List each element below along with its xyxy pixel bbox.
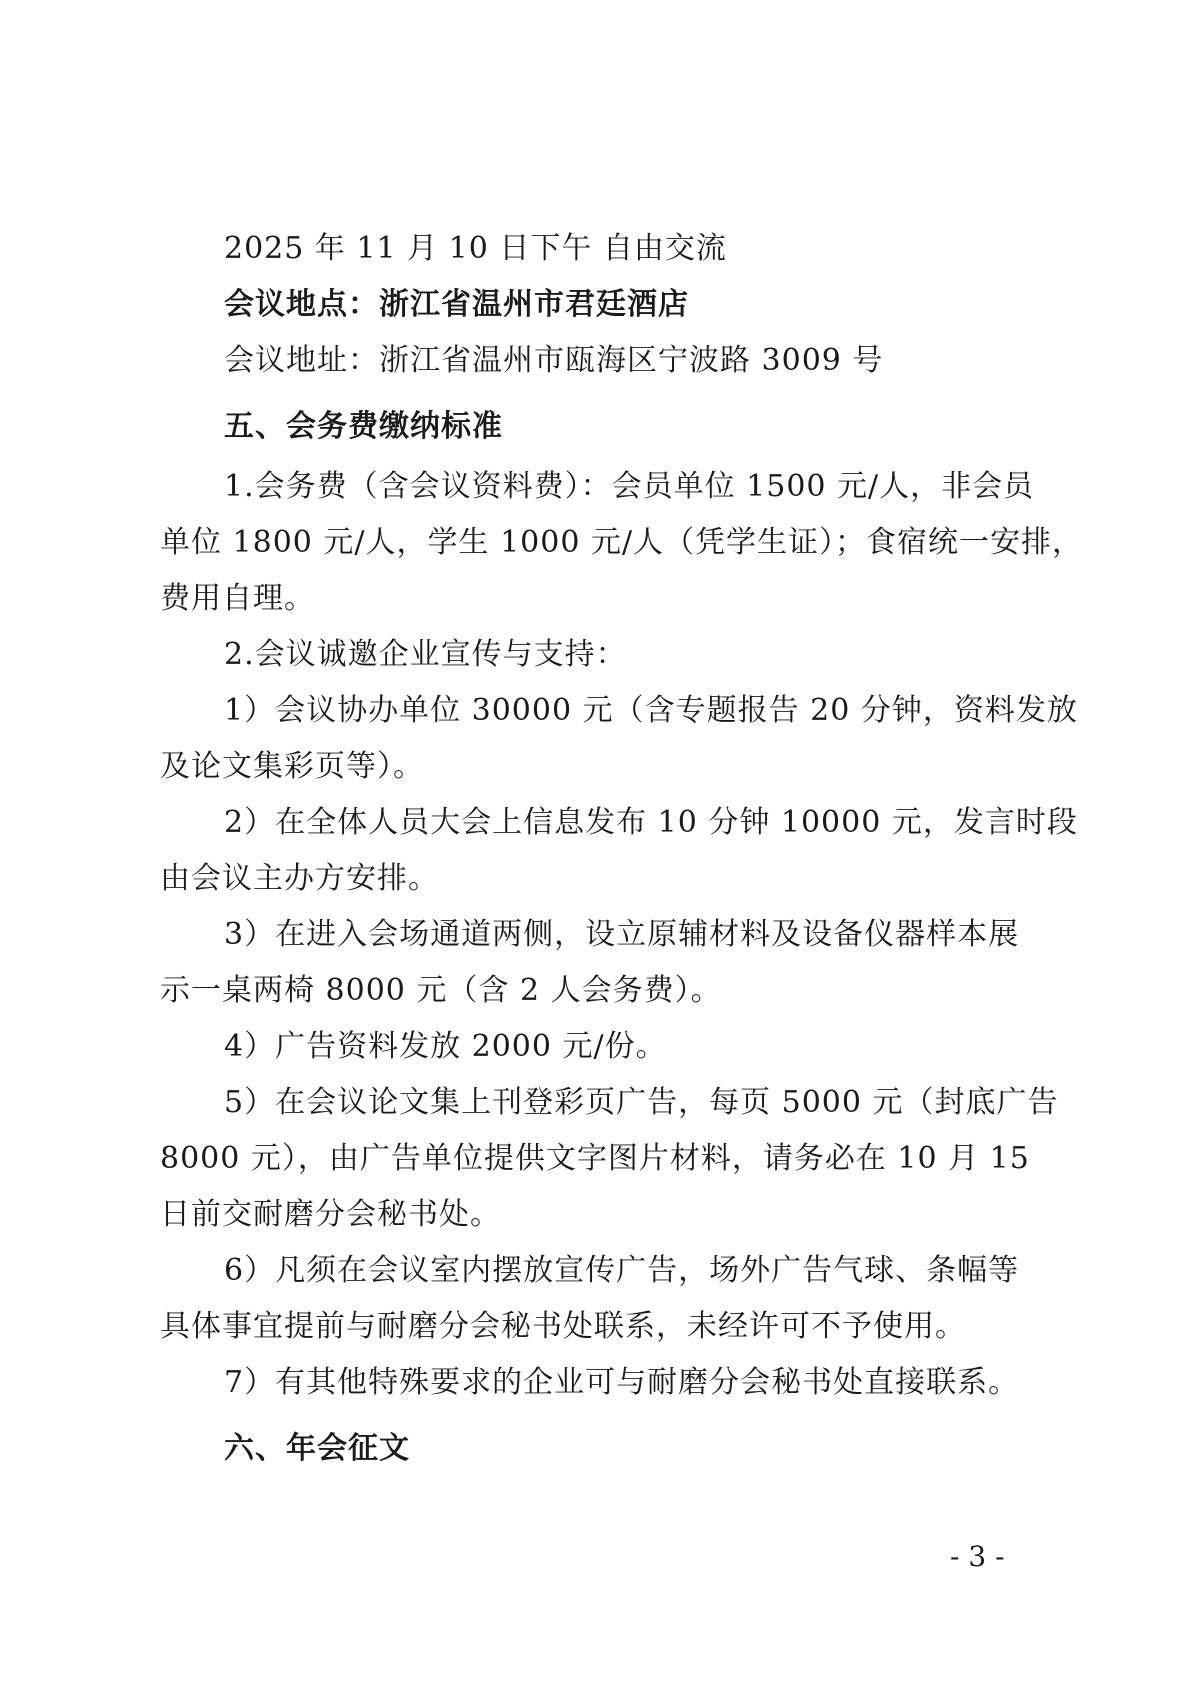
- paragraph-line: 8000 元），由广告单位提供文字图片材料，请务必在 10 月 15: [160, 1141, 1030, 1176]
- paragraph-line: 7）有其他特殊要求的企业可与耐磨分会秘书处直接联系。: [224, 1365, 1020, 1400]
- address-line: 会议地址：浙江省温州市瓯海区宁波路 3009 号: [224, 343, 884, 378]
- paragraph-line: 费用自理。: [160, 581, 315, 616]
- venue-line: 会议地点：浙江省温州市君廷酒店: [224, 287, 689, 322]
- paragraph-line: 1.会务费（含会议资料费）：会员单位 1500 元/人，非会员: [224, 469, 1035, 504]
- schedule-line: 2025 年 11 月 10 日下午 自由交流: [224, 231, 727, 266]
- paragraph-line: 5）在会议论文集上刊登彩页广告，每页 5000 元（封底广告: [224, 1085, 1059, 1120]
- section-heading-papers: 六、年会征文: [224, 1431, 410, 1466]
- paragraph-line: 及论文集彩页等）。: [160, 749, 424, 784]
- paragraph-line: 2.会议诚邀企业宣传与支持：: [224, 637, 627, 672]
- paragraph-line: 由会议主办方安排。: [160, 861, 439, 896]
- document-body: [160, 221, 1084, 1481]
- paragraph-line: 1）会议协办单位 30000 元（含专题报告 20 分钟，资料发放: [224, 693, 1078, 728]
- paragraph-line: 4）广告资料发放 2000 元/份。: [224, 1029, 667, 1064]
- paragraph-line: 示一桌两椅 8000 元（含 2 人会务费）。: [160, 973, 722, 1008]
- paragraph-line: 2）在全体人员大会上信息发布 10 分钟 10000 元，发言时段: [224, 805, 1078, 840]
- paragraph-line: 6）凡须在会议室内摆放宣传广告，场外广告气球、条幅等: [224, 1253, 1020, 1288]
- paragraph-line: 具体事宜提前与耐磨分会秘书处联系，未经许可不予使用。: [160, 1309, 966, 1344]
- paragraph-line: 3）在进入会场通道两侧，设立原辅材料及设备仪器样本展: [224, 917, 1020, 952]
- section-heading-fee: 五、会务费缴纳标准: [224, 409, 503, 444]
- paragraph-line: 日前交耐磨分会秘书处。: [160, 1197, 501, 1232]
- page-number: - 3 -: [950, 1540, 1005, 1573]
- paragraph-line: 单位 1800 元/人，学生 1000 元/人（凭学生证）；食宿统一安排，: [160, 525, 1084, 560]
